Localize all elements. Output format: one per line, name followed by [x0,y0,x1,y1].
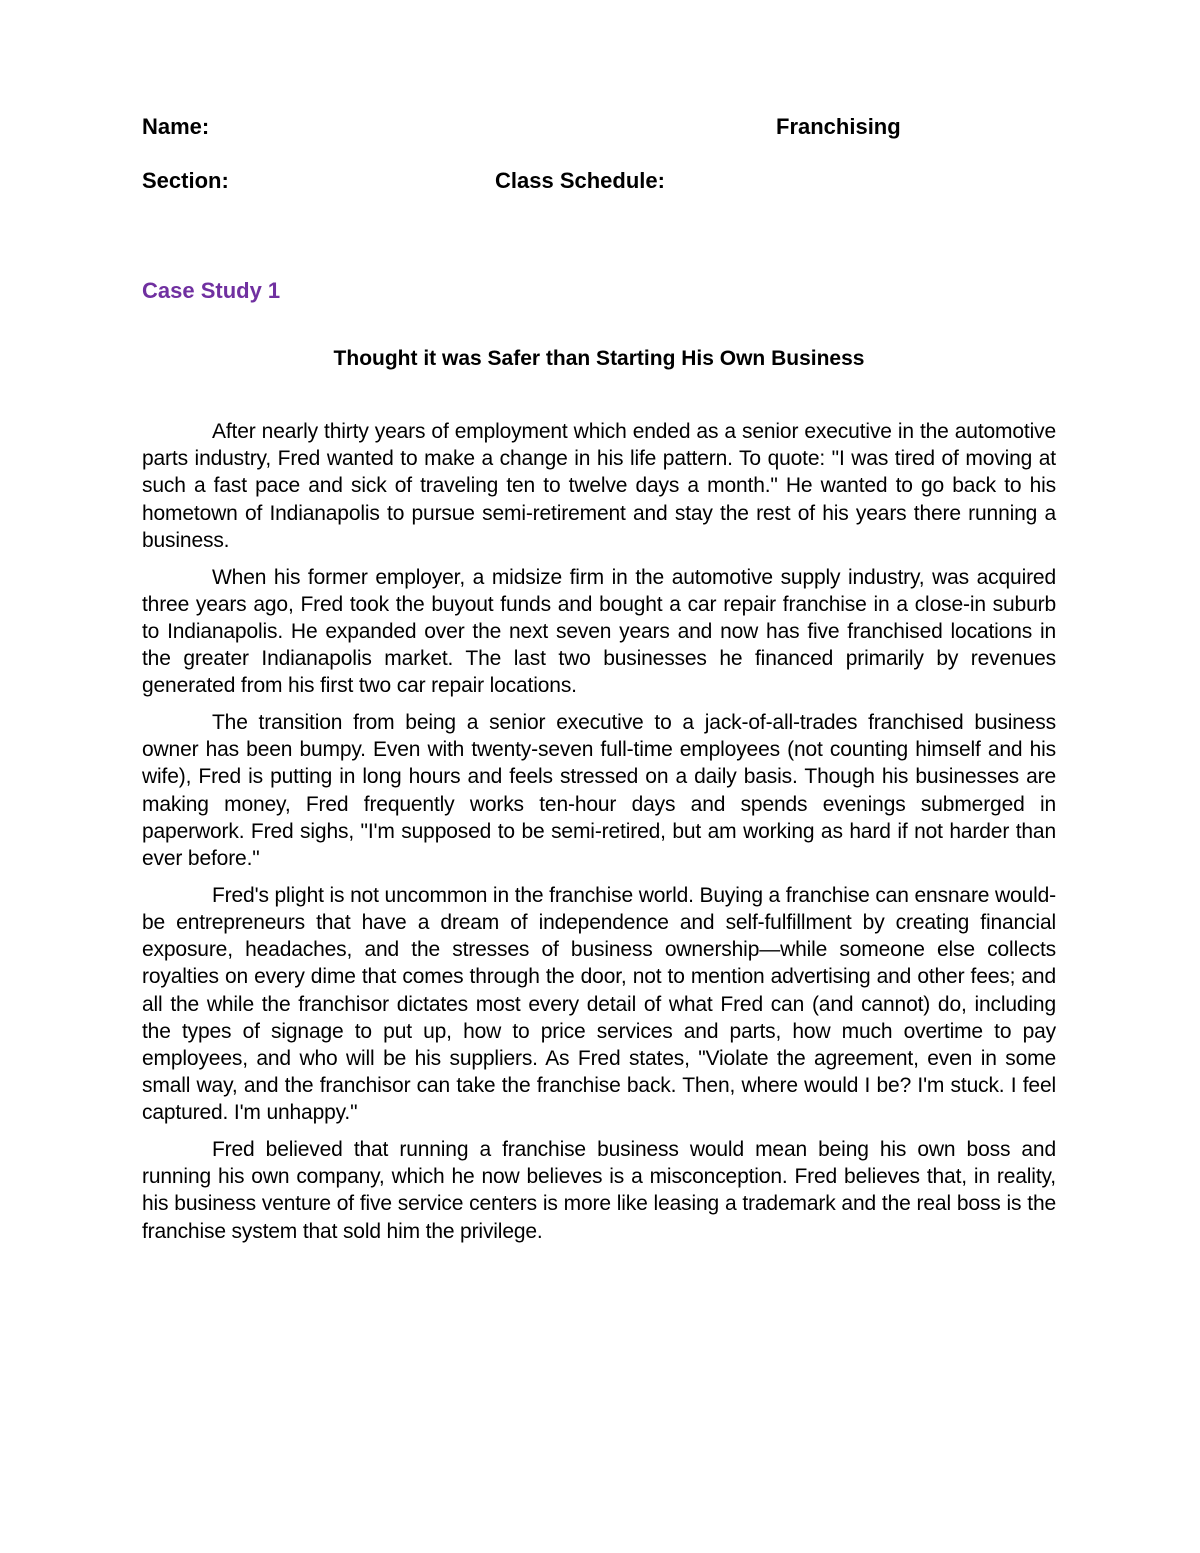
paragraph: Fred believed that running a franchise business would mean being his own boss and running his own company, which he now believes is a misconception. Fred believes that, in reality, his business venture of five service centers is more like leasing a trademark and the real boss is the franchise system that sold him the privilege. [142,1138,1056,1243]
section-label: Section: [142,168,229,193]
case-study-heading: Case Study 1 [142,278,281,303]
case-study-title: Thought it was Safer than Starting His Own Business [333,347,865,370]
paragraph: The transition from being a senior executive to a jack-of-all-trades franchised business owner has been bumpy. Even with twenty-seven full-time employees (not counting himself and his wife), Fred is putting in long hours and feels stressed on a daily basis. Though his businesses are making money, Fred frequently works ten-hour days and spends evenings submerged in paperwork. Fred sighs, "I'm supposed to be semi-retired, but am working as hard if not harder than ever before." [142,711,1056,871]
paragraph: After nearly thirty years of employment which ended as a senior executive in the automotive parts industry, Fred wanted to make a change in his life pattern. To quote: "I was tired of moving at such a fast pace and sick of traveling ten to twelve days a month." He wanted to go back to his hometown of Indianapolis to pursue semi-retirement and stay the rest of his years there running a business. [142,420,1056,552]
case-study-body [142,418,1056,1254]
paragraph: Fred's plight is not uncommon in the franchise world. Buying a franchise can ensnare would-be entrepreneurs that have a dream of independence and self-fulfillment by creating financial exposure, headaches, and the stresses of business ownership—while someone else collects royalties on every dime that comes through the door, not to mention advertising and other fees; and all the while the franchisor dictates most every detail of what Fred can (and cannot) do, including the types of signage to put up, how to price services and parts, how much overtime to pay employees, and who will be his suppliers. As Fred states, "Violate the agreement, even in some small way, and the franchisor can take the franchise back. Then, where would I be? I'm stuck. I feel captured. I'm unhappy." [142,883,1056,1125]
paragraph: When his former employer, a midsize firm in the automotive supply industry, was acquired three years ago, Fred took the buyout funds and bought a car repair franchise in a close-in suburb to Indianapolis. He expanded over the next seven years and now has five franchised locations in the greater Indianapolis market. The last two businesses he financed primarily by revenues generated from his first two car repair locations. [142,565,1056,698]
name-label: Name: [142,114,210,139]
course-title: Franchising [776,114,901,139]
class-schedule-label: Class Schedule: [495,168,665,193]
